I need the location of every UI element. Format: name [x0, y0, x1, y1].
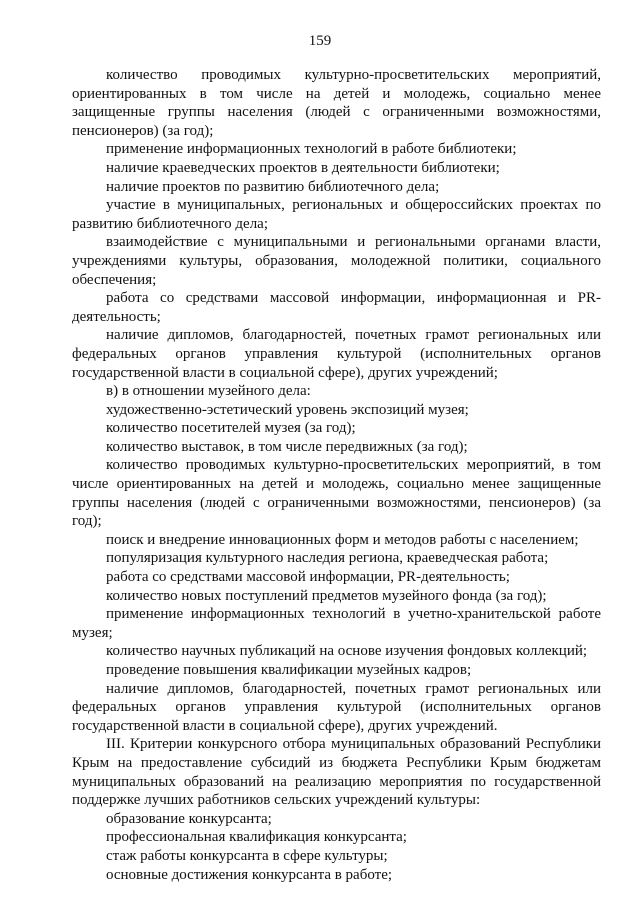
- criterion-work-experience: стаж работы конкурсанта в сфере культуры;: [106, 847, 388, 864]
- criterion-local-history-projects: наличие краеведческих проектов в деятельности библиотеки;: [106, 159, 500, 176]
- criterion-innovation: поиск и внедрение инновационных форм и методов работы с населением;: [106, 531, 579, 548]
- criterion-cultural-events-museum: количество проводимых культурно-просветительских мероприятий, в том числе ориентированных на детей и молодежь, социально менее защищенные группы населения (людей с ограниченными возможностями, пенсионеров) (за год);: [72, 457, 601, 530]
- criterion-it-museum: применение информационных технологий в учетно-хранительской работе музея;: [72, 606, 601, 641]
- criterion-scientific-publications: количество научных публикаций на основе изучения фондовых коллекций;: [106, 643, 588, 660]
- criterion-library-development-projects: наличие проектов по развитию библиотечного дела;: [106, 178, 440, 195]
- document-body: [72, 66, 601, 884]
- page-number: 159: [308, 33, 332, 49]
- criterion-education: образование конкурсанта;: [106, 810, 272, 827]
- criterion-achievements: основные достижения конкурсанта в работе;: [106, 866, 393, 883]
- criterion-it-library: применение информационных технологий в работе библиотеки;: [106, 141, 517, 158]
- criterion-media-pr-library: работа со средствами массовой информации, информационная и PR-деятельность;: [72, 290, 601, 325]
- criterion-cultural-events-library: количество проводимых культурно-просветительских мероприятий, ориентированных в том числе на детей и молодежь, социально менее защищенные группы населения (людей с ограниченными возможностями, пенсионеров) (за год);: [72, 67, 601, 139]
- criterion-new-acquisitions: количество новых поступлений предметов музейного фонда (за год);: [106, 587, 547, 604]
- criterion-authority-interaction: взаимодействие с муниципальными и региональными органами власти, учреждениями культуры, образования, молодежной политики, социального обеспечения;: [72, 234, 601, 288]
- section-iii-heading: III. Критерии конкурсного отбора муниципальных образований Республики Крым на предоставление субсидий из бюджета Республики Крым бюджетам муниципальных образований на реализацию мероприятия по государственной поддержке лучших работников сельских учреждений культуры:: [72, 736, 601, 809]
- criterion-staff-training: проведение повышения квалификации музейных кадров;: [106, 662, 472, 678]
- criterion-exposition-level: художественно-эстетический уровень экспозиций музея;: [106, 401, 469, 418]
- criterion-project-participation: участие в муниципальных, региональных и общероссийских проектах по развитию библиотечного дела;: [72, 197, 601, 232]
- criterion-awards-library: наличие дипломов, благодарностей, почетных грамот региональных или федеральных органов управления культурой (исполнительных органов государственной власти в социальной сфере), других учреждений;: [72, 327, 601, 381]
- criterion-media-pr-museum: работа со средствами массовой информации, PR-деятельность;: [106, 569, 510, 586]
- criterion-awards-museum: наличие дипломов, благодарностей, почетных грамот региональных или федеральных органов управления культурой (исполнительных органов государственной власти в социальной сфере), других учреждений.: [72, 680, 601, 734]
- criterion-qualification: профессиональная квалификация конкурсанта;: [106, 829, 407, 846]
- section-museum-heading: в) в отношении музейного дела:: [106, 383, 311, 400]
- criterion-heritage-popularization: популяризация культурного наследия региона, краеведческая работа;: [106, 550, 549, 567]
- criterion-museum-visitors: количество посетителей музея (за год);: [106, 420, 356, 437]
- criterion-exhibitions-count: количество выставок, в том числе передвижных (за год);: [106, 438, 468, 455]
